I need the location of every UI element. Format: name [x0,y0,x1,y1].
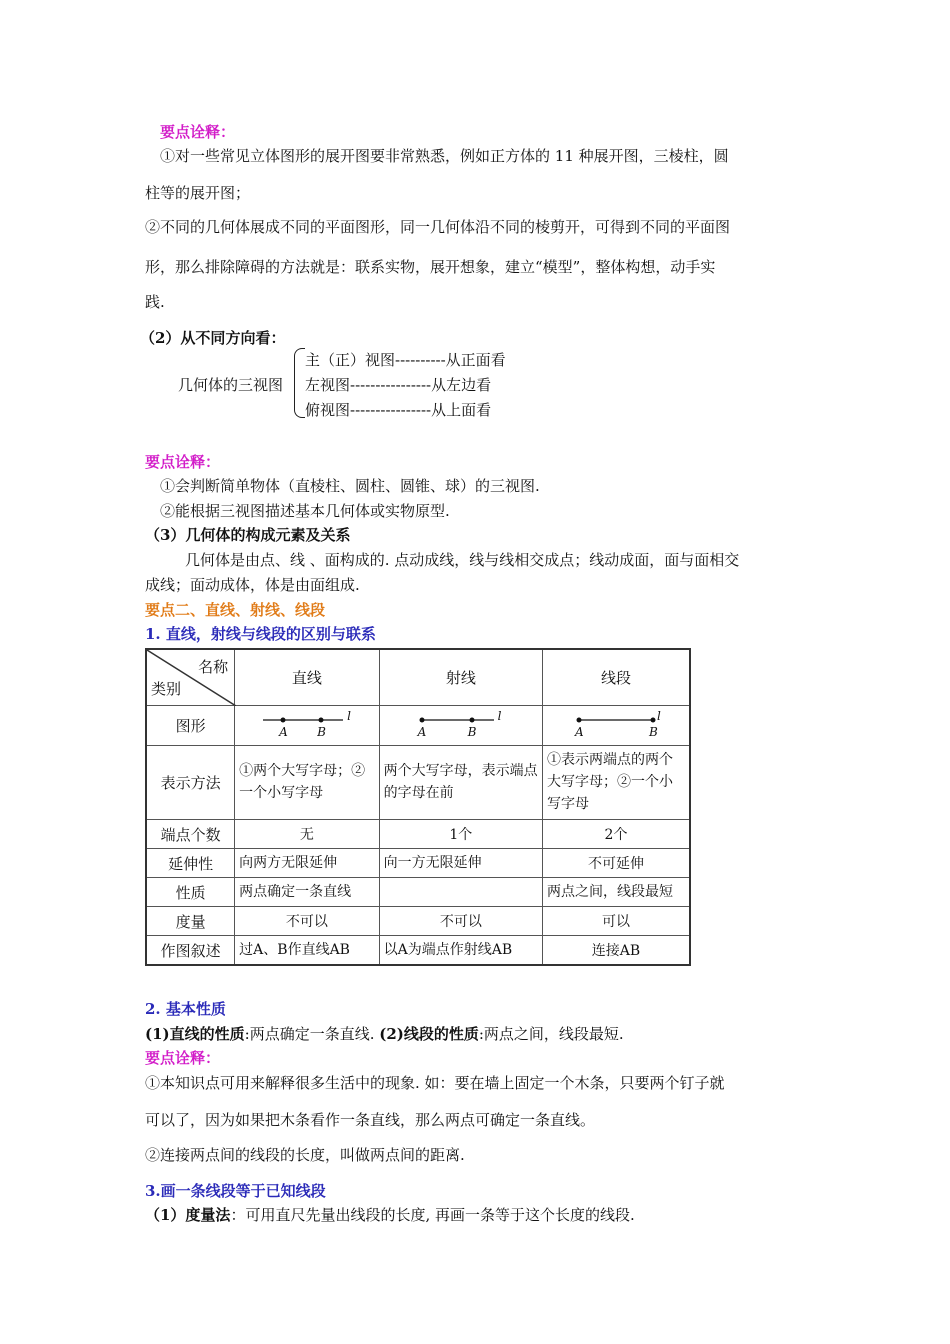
table-cell: 过A、B作直线AB [235,936,379,965]
table-cell: 不可以 [379,907,542,936]
comparison-table [145,648,691,966]
ray-figure-icon [384,707,540,743]
table-cell: 1个 [379,820,542,849]
point-label: A [575,725,584,740]
note-text: 形，那么排除障碍的方法就是：联系实物，展开想象，建立“模型”，整体构想，动手实 [145,258,716,276]
note-text: ②连接两点间的线段的长度，叫做两点间的距离. [145,1146,465,1164]
note-title: 要点诠释： [145,453,221,471]
ray-figure [379,705,542,745]
table-cell: 两点确定一条直线 [235,878,379,907]
body-text: 几何体是由点、线 、面构成的. 点动成线，线与线相交成点；线动成面，面与面相交 [185,551,740,569]
point-label: B [467,725,477,740]
table-corner [146,649,235,705]
measure-label: （1）度量法 [145,1206,231,1224]
table-cell: 向两方无限延伸 [235,849,379,878]
note-title: 要点诠释： [160,123,236,141]
note-text: ①对一些常见立体图形的展开图要非常熟悉，例如正方体的 11 种展开图，三棱柱，圆 [160,147,729,165]
row-label: 图形 [146,705,235,745]
note-text: ②能根据三视图描述基本几何体或实物原型. [160,502,450,520]
row-label: 作图叙述 [146,936,235,965]
table-cell: 不可延伸 [543,849,690,878]
row-label: 表示方法 [146,745,235,819]
line-label: l [657,709,661,724]
column-header: 射线 [379,649,542,705]
corner-name: 名称 [198,658,229,676]
point-label: B [317,725,326,740]
view-item: 主（正）视图----------从正面看 [305,351,506,369]
note-text: 可以了，因为如果把木条看作一条直线，那么两点可确定一条直线。 [145,1111,596,1129]
table-cell: 连接AB [543,936,690,965]
table-cell: 以A为端点作射线AB [379,936,542,965]
views-label: 几何体的三视图 [178,376,284,394]
elements-heading: （3）几何体的构成元素及关系 [145,526,351,544]
line-label: l [347,709,352,724]
view-item: 左视图----------------从左边看 [305,376,492,394]
subsection-heading: 2. 基本性质 [145,1000,226,1018]
property-label: (1)直线的性质 [145,1025,245,1043]
column-header: 直线 [235,649,379,705]
table-cell: 向一方无限延伸 [379,849,542,878]
body-text: 成线；面动成体，体是由面组成. [145,576,360,594]
row-label: 端点个数 [146,820,235,849]
table-cell: 两个大写字母，表示端点的字母在前 [379,745,542,819]
point-label: B [649,725,658,740]
segment-figure-icon [547,707,687,743]
table-cell: 不可以 [235,907,379,936]
property-line [145,1023,624,1044]
note-text: 践. [145,293,165,311]
property-text: :两点之间，线段最短. [478,1025,624,1043]
view-item: 俯视图----------------从上面看 [305,401,492,419]
property-text: :两点确定一条直线. [244,1025,380,1043]
line-label: l [497,709,502,724]
subsection-heading: 1. 直线，射线与线段的区别与联系 [145,625,376,643]
brace-icon [294,348,305,418]
row-label: 性质 [146,878,235,907]
point-label: A [417,725,427,740]
note-text: ②不同的几何体展成不同的平面图形，同一几何体沿不同的棱剪开，可得到不同的平面图 [145,218,731,236]
table-cell: 可以 [543,907,690,936]
subsection-heading: 3.画一条线段等于已知线段 [145,1182,326,1200]
note-title: 要点诠释： [145,1049,221,1067]
table-cell: 2个 [543,820,690,849]
table-cell: ①表示两端点的两个大写字母；②一个小写字母 [543,745,690,819]
note-text: 柱等的展开图； [145,184,251,202]
line-figure [235,705,379,745]
table-cell: 两点之间，线段最短 [543,878,690,907]
measure-line [145,1204,635,1225]
property-label: (2)线段的性质 [379,1025,479,1043]
row-label: 度量 [146,907,235,936]
section-heading: 要点二、直线、射线、线段 [145,601,326,619]
views-heading: （2）从不同方向看： [140,329,286,347]
table-cell: 无 [235,820,379,849]
segment-figure [543,705,690,745]
corner-category: 类别 [151,679,182,698]
point-label: A [279,725,288,740]
note-text: ①本知识点可用来解释很多生活中的现象. 如：要在墙上固定一个木条，只要两个钉子就 [145,1074,725,1092]
table-cell: ①两个大写字母；②一个小写字母 [235,745,379,819]
row-label: 延伸性 [146,849,235,878]
table-cell [379,878,542,907]
note-text: ①会判断简单物体（直棱柱、圆柱、圆锥、球）的三视图. [160,477,540,495]
column-header: 线段 [543,649,690,705]
measure-text: ：可用直尺先量出线段的长度, 再画一条等于这个长度的线段. [230,1206,635,1224]
line-figure-icon [239,707,376,743]
